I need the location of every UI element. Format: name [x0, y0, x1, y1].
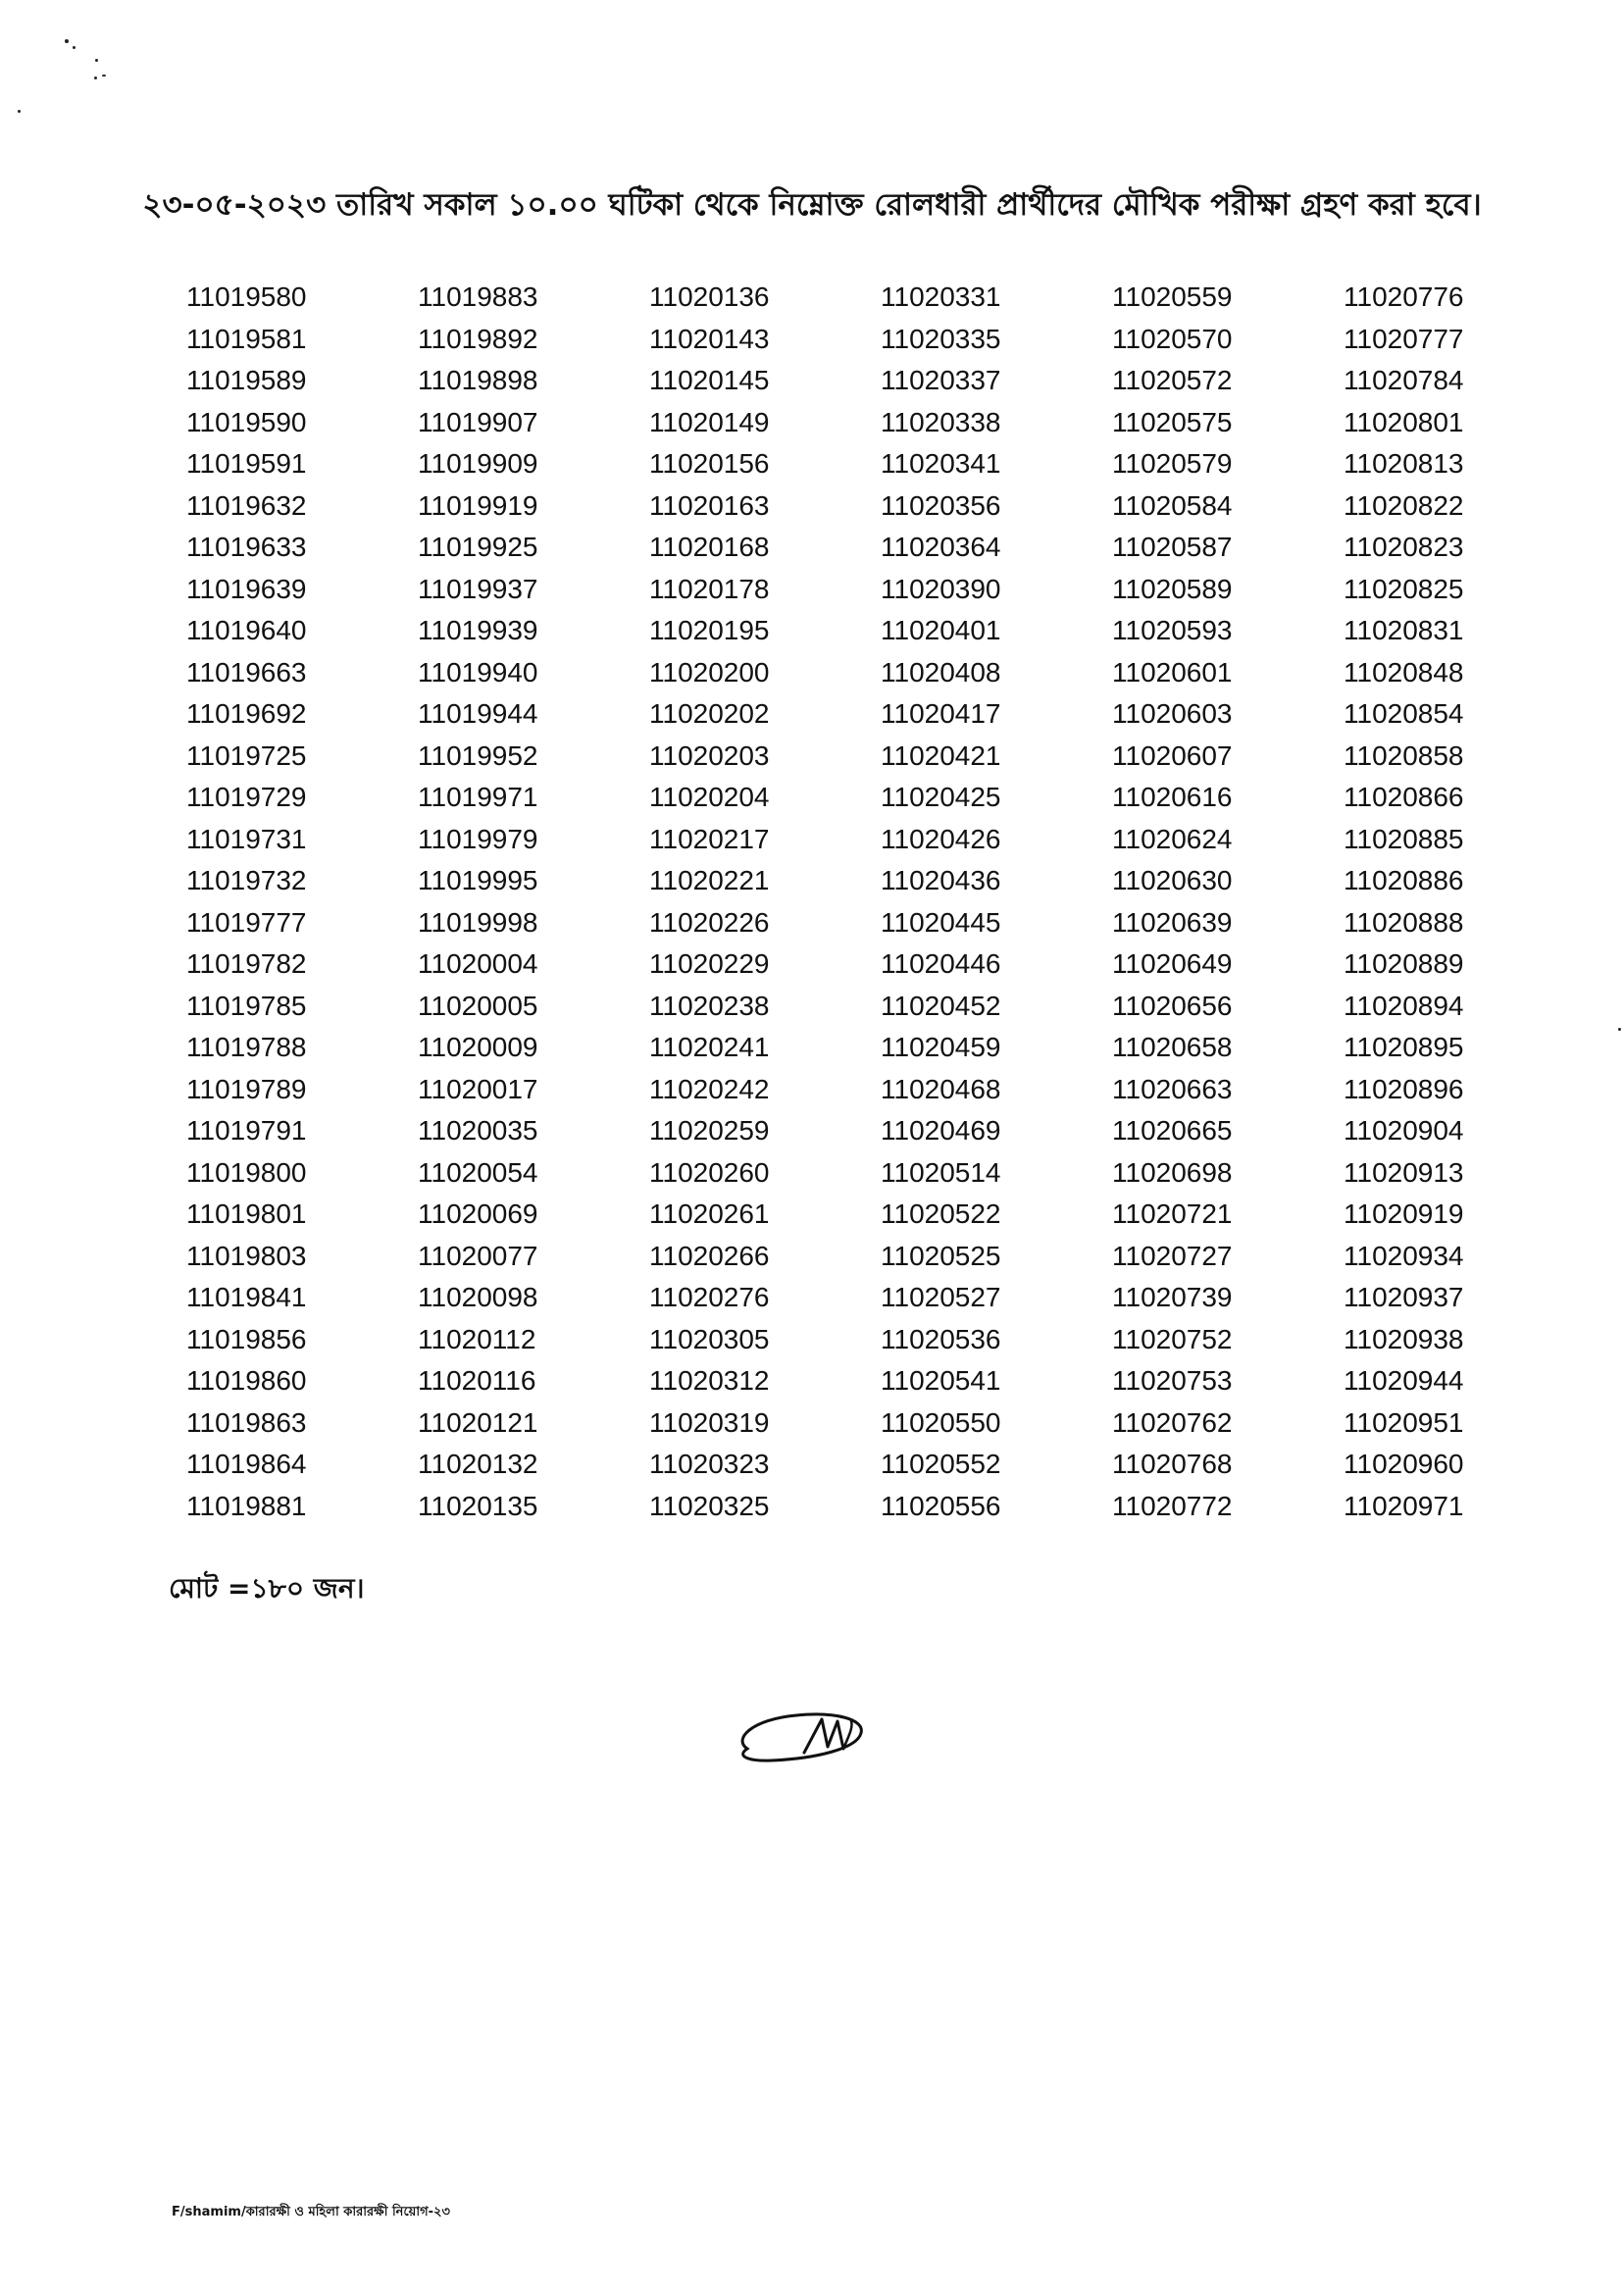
- roll-number: 11020904: [1344, 1115, 1464, 1146]
- roll-number: 11019892: [418, 323, 538, 354]
- roll-number: 11020822: [1344, 489, 1464, 521]
- page-heading: ২৩-০৫-২০২৩ তারিখ সকাল ১০.০০ ঘটিকা থেকে নিম্নোক্ত রোলধারী প্রার্থীদের মৌখিক পরীক্ষা গ্রহণ করা হবে।: [142, 187, 1482, 223]
- roll-number: 11019788: [186, 1032, 307, 1062]
- roll-number: 11020132: [418, 1449, 538, 1479]
- roll-number: 11020919: [1344, 1198, 1464, 1229]
- roll-number: 11019919: [418, 489, 538, 521]
- roll-number: 11020752: [1112, 1323, 1233, 1354]
- roll-number: 11019881: [186, 1490, 307, 1521]
- roll-number: 11020866: [1344, 782, 1464, 812]
- roll-number: 11020552: [881, 1449, 1001, 1479]
- roll-number: 11020768: [1112, 1449, 1233, 1479]
- roll-number: 11020221: [649, 865, 770, 895]
- roll-number: 11019898: [418, 365, 538, 395]
- roll-column: [881, 277, 1112, 1527]
- roll-number: 11020895: [1344, 1032, 1464, 1062]
- roll-number: 11020944: [1344, 1365, 1464, 1396]
- roll-number: 11019732: [186, 865, 307, 895]
- roll-number: 11019909: [418, 448, 538, 479]
- roll-number: 11020896: [1344, 1073, 1464, 1104]
- roll-column: [186, 277, 418, 1527]
- roll-number: 11019692: [186, 698, 307, 729]
- scan-speck: [102, 75, 106, 76]
- roll-number: 11019729: [186, 782, 307, 812]
- roll-number: 11019640: [186, 615, 307, 645]
- roll-column: [1344, 277, 1575, 1527]
- roll-number-table: [186, 277, 1575, 1527]
- roll-number: 11020417: [881, 698, 1001, 729]
- roll-number: 11020831: [1344, 615, 1464, 645]
- roll-number: 11020337: [881, 365, 1001, 395]
- roll-number: 11020556: [881, 1490, 1001, 1521]
- roll-number: 11019580: [186, 281, 307, 312]
- signature-mark: [728, 1692, 875, 1770]
- roll-number: 11020938: [1344, 1323, 1464, 1354]
- roll-number: 11020721: [1112, 1198, 1233, 1229]
- roll-number: 11020136: [649, 281, 770, 312]
- roll-number: 11020077: [418, 1240, 538, 1271]
- roll-number: 11019803: [186, 1240, 307, 1271]
- roll-number: 11020319: [649, 1406, 770, 1438]
- roll-number: 11020054: [418, 1156, 538, 1188]
- roll-number: 11019639: [186, 573, 307, 604]
- roll-number: 11020894: [1344, 990, 1464, 1021]
- roll-number: 11020195: [649, 615, 770, 645]
- roll-number: 11020242: [649, 1073, 770, 1104]
- roll-number: 11020527: [881, 1282, 1001, 1312]
- roll-number: 11020593: [1112, 615, 1233, 645]
- roll-number: 11019971: [418, 782, 538, 812]
- roll-column: [418, 277, 649, 1527]
- roll-number: 11020522: [881, 1198, 1001, 1229]
- roll-number: 11020364: [881, 532, 1001, 562]
- roll-number: 11019801: [186, 1198, 307, 1229]
- roll-number: 11020266: [649, 1240, 770, 1271]
- roll-number: 11020776: [1344, 281, 1464, 312]
- roll-number: 11020204: [649, 782, 770, 812]
- roll-number: 11020331: [881, 281, 1001, 312]
- roll-number: 11020889: [1344, 948, 1464, 979]
- roll-number: 11020584: [1112, 489, 1233, 521]
- roll-number: 11020801: [1344, 406, 1464, 437]
- roll-number: 11020341: [881, 448, 1001, 479]
- roll-number: 11020951: [1344, 1406, 1464, 1438]
- roll-number: 11020069: [418, 1198, 538, 1229]
- roll-number: 11020338: [881, 406, 1001, 437]
- roll-number: 11019944: [418, 698, 538, 729]
- roll-number: 11019725: [186, 739, 307, 771]
- roll-number: 11020226: [649, 906, 770, 938]
- roll-number: 11020601: [1112, 656, 1233, 688]
- roll-number: 11020663: [1112, 1073, 1233, 1104]
- roll-number: 11020009: [418, 1032, 538, 1062]
- roll-number: 11019632: [186, 489, 307, 521]
- roll-number: 11020335: [881, 323, 1001, 354]
- roll-column: [1112, 277, 1344, 1527]
- scan-speck: [65, 39, 69, 43]
- roll-number: 11019782: [186, 948, 307, 979]
- roll-number: 11020426: [881, 823, 1001, 854]
- roll-number: 11020960: [1344, 1449, 1464, 1479]
- roll-number: 11020937: [1344, 1282, 1464, 1312]
- roll-number: 11019800: [186, 1156, 307, 1188]
- roll-number: 11019907: [418, 406, 538, 437]
- roll-number: 11020446: [881, 948, 1001, 979]
- roll-number: 11019998: [418, 906, 538, 938]
- roll-number: 11020200: [649, 656, 770, 688]
- roll-number: 11020202: [649, 698, 770, 729]
- roll-number: 11019591: [186, 448, 307, 479]
- roll-number: 11020390: [881, 573, 1001, 604]
- scan-speck: [94, 76, 97, 79]
- roll-number: 11020772: [1112, 1490, 1233, 1521]
- roll-number: 11020589: [1112, 573, 1233, 604]
- roll-number: 11020888: [1344, 906, 1464, 938]
- roll-number: 11019791: [186, 1115, 307, 1146]
- roll-number: 11019777: [186, 906, 307, 938]
- roll-number: 11020425: [881, 782, 1001, 812]
- roll-number: 11020858: [1344, 739, 1464, 771]
- roll-number: 11020762: [1112, 1406, 1233, 1438]
- roll-number: 11020238: [649, 990, 770, 1021]
- roll-number: 11020135: [418, 1490, 538, 1521]
- roll-number: 11020616: [1112, 782, 1233, 812]
- roll-number: 11019663: [186, 656, 307, 688]
- roll-number: 11020005: [418, 990, 538, 1021]
- roll-number: 11020630: [1112, 865, 1233, 895]
- roll-number: 11020004: [418, 948, 538, 979]
- roll-number: 11019863: [186, 1406, 307, 1438]
- roll-number: 11020639: [1112, 906, 1233, 938]
- roll-number: 11019939: [418, 615, 538, 645]
- roll-number: 11020325: [649, 1490, 770, 1521]
- roll-number: 11020739: [1112, 1282, 1233, 1312]
- roll-number: 11020356: [881, 489, 1001, 521]
- roll-number: 11020408: [881, 656, 1001, 688]
- footer-file-path: F/shamim/কারারক্ষী ও মহিলা কারারক্ষী নিয়োগ-২৩: [172, 2205, 450, 2219]
- roll-number: 11020823: [1344, 532, 1464, 562]
- roll-number: 11020276: [649, 1282, 770, 1312]
- roll-number: 11019883: [418, 281, 538, 312]
- roll-number: 11020168: [649, 532, 770, 562]
- roll-number: 11020229: [649, 948, 770, 979]
- roll-number: 11019925: [418, 532, 538, 562]
- roll-number: 11020603: [1112, 698, 1233, 729]
- roll-number: 11020305: [649, 1323, 770, 1354]
- roll-number: 11019633: [186, 532, 307, 562]
- roll-number: 11019581: [186, 323, 307, 354]
- roll-column: [649, 277, 881, 1527]
- roll-number: 11020913: [1344, 1156, 1464, 1188]
- roll-number: 11019940: [418, 656, 538, 688]
- roll-number: 11020813: [1344, 448, 1464, 479]
- roll-number: 11020971: [1344, 1490, 1464, 1521]
- roll-number: 11020727: [1112, 1240, 1233, 1271]
- roll-number: 11020665: [1112, 1115, 1233, 1146]
- roll-number: 11019856: [186, 1323, 307, 1354]
- roll-number: 11020121: [418, 1406, 538, 1438]
- roll-number: 11020575: [1112, 406, 1233, 437]
- roll-number: 11019995: [418, 865, 538, 895]
- roll-number: 11020854: [1344, 698, 1464, 729]
- roll-number: 11020624: [1112, 823, 1233, 854]
- roll-number: 11020468: [881, 1073, 1001, 1104]
- roll-number: 11020401: [881, 615, 1001, 645]
- roll-number: 11020163: [649, 489, 770, 521]
- total-count: মোট =১৮০ জন।: [169, 1572, 365, 1605]
- roll-number: 11020312: [649, 1365, 770, 1396]
- roll-number: 11020587: [1112, 532, 1233, 562]
- roll-number: 11020217: [649, 823, 770, 854]
- roll-number: 11020885: [1344, 823, 1464, 854]
- roll-number: 11019841: [186, 1282, 307, 1312]
- roll-number: 11020541: [881, 1365, 1001, 1396]
- roll-number: 11020203: [649, 739, 770, 771]
- roll-number: 11019952: [418, 739, 538, 771]
- roll-number: 11020241: [649, 1032, 770, 1062]
- roll-number: 11019860: [186, 1365, 307, 1396]
- roll-number: 11019937: [418, 573, 538, 604]
- roll-number: 11020753: [1112, 1365, 1233, 1396]
- roll-number: 11020143: [649, 323, 770, 354]
- roll-number: 11020570: [1112, 323, 1233, 354]
- roll-number: 11020178: [649, 573, 770, 604]
- roll-number: 11019864: [186, 1449, 307, 1479]
- roll-number: 11020459: [881, 1032, 1001, 1062]
- roll-number: 11020116: [418, 1365, 536, 1396]
- roll-number: 11019979: [418, 823, 538, 854]
- roll-number: 11020156: [649, 448, 770, 479]
- scan-speck: [95, 59, 98, 62]
- roll-number: 11020112: [418, 1323, 536, 1354]
- roll-number: 11020259: [649, 1115, 770, 1146]
- roll-number: 11020017: [418, 1073, 538, 1104]
- roll-number: 11020536: [881, 1323, 1001, 1354]
- scan-speck: [1618, 1028, 1621, 1031]
- roll-number: 11020658: [1112, 1032, 1233, 1062]
- roll-number: 11020436: [881, 865, 1001, 895]
- roll-number: 11019731: [186, 823, 307, 854]
- roll-number: 11020323: [649, 1449, 770, 1479]
- roll-number: 11020525: [881, 1240, 1001, 1271]
- roll-number: 11020550: [881, 1406, 1001, 1438]
- roll-number: 11020607: [1112, 739, 1233, 771]
- roll-number: 11020261: [649, 1198, 770, 1229]
- roll-number: 11020784: [1344, 365, 1464, 395]
- roll-number: 11020514: [881, 1156, 1001, 1188]
- roll-number: 11020035: [418, 1115, 538, 1146]
- roll-number: 11020421: [881, 739, 1001, 771]
- roll-number: 11020098: [418, 1282, 538, 1312]
- roll-number: 11019590: [186, 406, 307, 437]
- roll-number: 11019785: [186, 990, 307, 1021]
- scan-speck: [73, 46, 76, 49]
- roll-number: 11020825: [1344, 573, 1464, 604]
- roll-number: 11020149: [649, 406, 770, 437]
- roll-number: 11020848: [1344, 656, 1464, 688]
- roll-number: 11019589: [186, 365, 307, 395]
- roll-number: 11020656: [1112, 990, 1233, 1021]
- roll-number: 11020572: [1112, 365, 1233, 395]
- roll-number: 11020698: [1112, 1156, 1233, 1188]
- roll-number: 11020559: [1112, 281, 1233, 312]
- roll-number: 11020886: [1344, 865, 1464, 895]
- roll-number: 11020445: [881, 906, 1001, 938]
- roll-number: 11020452: [881, 990, 1001, 1021]
- roll-number: 11020260: [649, 1156, 770, 1188]
- roll-number: 11019789: [186, 1073, 307, 1104]
- roll-number: 11020579: [1112, 448, 1233, 479]
- roll-number: 11020777: [1344, 323, 1464, 354]
- roll-number: 11020934: [1344, 1240, 1464, 1271]
- scan-speck: [18, 110, 21, 113]
- roll-number: 11020145: [649, 365, 770, 395]
- roll-number: 11020469: [881, 1115, 1001, 1146]
- roll-number: 11020649: [1112, 948, 1233, 979]
